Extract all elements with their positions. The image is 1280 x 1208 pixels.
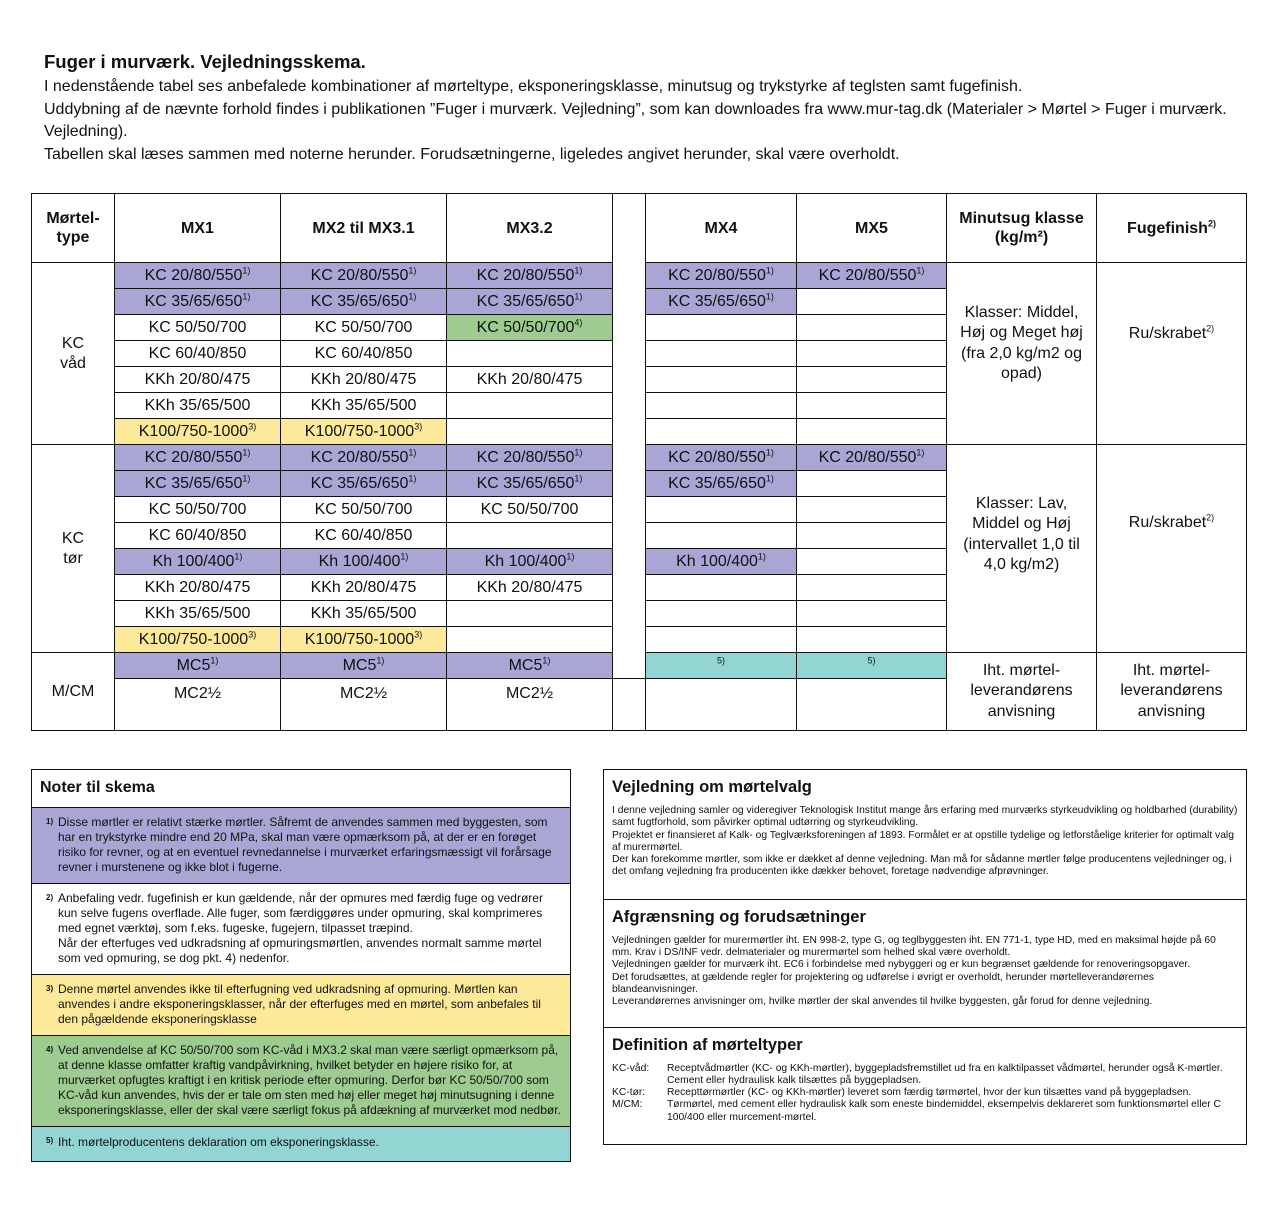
paragraph: Det forudsættes, at gældende regler for projektering og udførelse i øvrigt er overholdt, herunder mørtelleverandørernes blandeanvisninger. <box>612 971 1154 995</box>
definition-term: KC-våd: <box>612 1062 650 1074</box>
section-definition <box>604 1028 1246 1144</box>
table-cell <box>646 679 797 731</box>
group-label-mcm: M/CM <box>32 653 115 731</box>
table-cell: KC 60/40/850 <box>281 341 447 367</box>
table-cell: KKh 20/80/475 <box>447 367 613 393</box>
table-cell: MC2½ <box>115 679 281 731</box>
intro-line: Uddybning af de nævnte forhold findes i publikationen ”Fuger i murværk. Vejledning”, som kan downloades fra www.mur-tag.dk (Materialer > Mørtel > Fuger i murværk. Vejledning). <box>44 100 1227 140</box>
table-cell: KC 35/65/650$^{1)}$ <box>281 289 447 315</box>
table-cell: KC 20/80/550$^{1)}$ <box>115 263 281 289</box>
section-afgraensning <box>604 900 1246 1028</box>
gap-cell <box>613 497 646 523</box>
table-cell: K100/750-1000$^{3)}$ <box>281 419 447 445</box>
header-minutsug: Minutsug klasse (kg/m²) <box>947 194 1097 263</box>
table-cell: K100/750-1000$^{3)}$ <box>115 419 281 445</box>
table-cell <box>797 549 947 575</box>
table-cell: KKh 20/80/475 <box>115 575 281 601</box>
table-cell: KC 20/80/550$^{1)}$ <box>797 445 947 471</box>
table-cell: MC2½ <box>447 679 613 731</box>
page-title: Fuger i murværk. Vejledningsskema. <box>44 51 366 72</box>
group-label-kc-vad: KC våd <box>32 263 115 445</box>
table-cell: KKh 35/65/500 <box>115 393 281 419</box>
table-row <box>32 263 1247 289</box>
gap-cell <box>613 549 646 575</box>
gap-cell <box>613 575 646 601</box>
table-cell <box>797 601 947 627</box>
table-cell: KC 50/50/700 <box>115 497 281 523</box>
table-cell: MC2½ <box>281 679 447 731</box>
table-cell: KC 35/65/650$^{1)}$ <box>115 471 281 497</box>
section-title: Definition af mørteltyper <box>612 1035 803 1054</box>
table-cell <box>797 575 947 601</box>
table-cell <box>797 367 947 393</box>
gap-cell <box>613 393 646 419</box>
finish-mcm: Iht. mørtel-leverandørens anvisning <box>1097 653 1247 731</box>
table-cell <box>646 601 797 627</box>
gap-cell <box>613 679 646 731</box>
note-item: 5) Iht. mørtelproducentens deklaration om eksponeringsklasse. <box>32 1127 570 1161</box>
notes-box <box>31 769 571 1162</box>
table-cell: KC 20/80/550$^{1)}$ <box>115 445 281 471</box>
table-cell: Kh 100/400$^{1)}$ <box>281 549 447 575</box>
table-cell: KC 50/50/700$^{4)}$ <box>447 315 613 341</box>
table-cell: KC 35/65/650$^{1)}$ <box>646 289 797 315</box>
table-cell: KKh 35/65/500 <box>281 393 447 419</box>
notes-title: Noter til skema <box>32 770 570 808</box>
table-cell: KKh 35/65/500 <box>281 601 447 627</box>
table-cell: Kh 100/400$^{1)}$ <box>447 549 613 575</box>
table-row <box>32 653 1247 679</box>
definition-desc: Receptvådmørtler (KC- og KKh-mørtler), byggepladsfremstillet ud fra en kalktilpasset vådmørtel, herunder også K-mørtler. Cement eller hydraulisk kalk tilsættes på byggepladsen. <box>667 1062 1223 1086</box>
paragraph: Leverandørernes anvisninger om, hvilke mørtler der skal anvendes til hvilke byggesten, går forud for denne vejledning. <box>612 996 1153 1008</box>
section-title: Vejledning om mørtelvalg <box>612 778 812 796</box>
minutsug-kc-tor: Klasser: Lav, Middel og Høj (intervallet 1,0 til 4,0 kg/m2) <box>947 445 1097 653</box>
table-cell: KC 20/80/550$^{1)}$ <box>447 445 613 471</box>
table-cell <box>797 497 947 523</box>
table-cell <box>797 315 947 341</box>
definition-list <box>612 1063 1238 1124</box>
table-cell: KC 20/80/550$^{1)}$ <box>646 263 797 289</box>
gap-cell <box>613 523 646 549</box>
table-cell: KC 35/65/650$^{1)}$ <box>281 471 447 497</box>
table-cell <box>646 393 797 419</box>
table-cell: KC 20/80/550$^{1)}$ <box>797 263 947 289</box>
header-mx32: MX3.2 <box>447 194 613 263</box>
table-cell: Kh 100/400$^{1)}$ <box>115 549 281 575</box>
minutsug-mcm: Iht. mørtel-leverandørens anvisning <box>947 653 1097 731</box>
gap-cell <box>613 471 646 497</box>
finish-kc-vad: Ru/skrabet$^{2)}$ <box>1097 263 1247 445</box>
definition-desc: Tørmørtel, med cement eller hydraulisk kalk som eneste bindemiddel, eksempelvis deklareret som funktionsmørtel eller C 100/400 eller murcement-mørtel. <box>667 1099 1221 1123</box>
finish-kc-tor: Ru/skrabet$^{2)}$ <box>1097 445 1247 653</box>
table-cell <box>646 315 797 341</box>
section-vejledning <box>604 770 1246 900</box>
table-cell: KC 50/50/700 <box>281 497 447 523</box>
header-mx2: MX2 til MX3.1 <box>281 194 447 263</box>
paragraph: Projektet er finansieret af Kalk- og Teglværksforeningen af 1893. Formålet er at opstille tydelige og letforståelige kriterier for optimalt valg af murermørtel. <box>612 829 1234 853</box>
table-cell: KKh 20/80/475 <box>281 367 447 393</box>
table-cell <box>646 341 797 367</box>
intro-line: I nedenstående tabel ses anbefalede kombinationer af mørteltype, eksponeringsklasse, minutsug og trykstyrke af teglsten samt fugefinish. <box>44 78 1023 95</box>
table-cell: KC 50/50/700 <box>281 315 447 341</box>
header-fugefinish: Fugefinish$^{2)}$ <box>1097 194 1247 263</box>
group-label-kc-tor: KC tør <box>32 445 115 653</box>
table-cell: KC 35/65/650$^{1)}$ <box>447 289 613 315</box>
table-cell: KKh 20/80/475 <box>447 575 613 601</box>
table-cell: KC 50/50/700 <box>447 497 613 523</box>
table-cell <box>447 627 613 653</box>
definition-term: M/CM: <box>612 1099 643 1111</box>
paragraph: Der kan forekomme mørtler, som ikke er dækket af denne vejledning. Man må for sådanne mørtler følge producentens vejledninger og, i det omfang vejledning fra producenten ikke dækker behovet, foretage nødvendige afprøvninger. <box>612 854 1232 878</box>
table-cell <box>646 367 797 393</box>
note-item: 3) Denne mørtel anvendes ikke til efterfugning ved udkradsning af opmuring. Mørtlen kan anvendes i andre eksponeringsklasser, når der efterfuges med en mørtel, som anbefales til den pågældende eksponeringsklasse <box>32 975 570 1036</box>
table-cell: K100/750-1000$^{3)}$ <box>281 627 447 653</box>
table-cell: KC 60/40/850 <box>115 523 281 549</box>
table-cell <box>797 393 947 419</box>
note-item: 4) Ved anvendelse af KC 50/50/700 som KC-våd i MX3.2 skal man være særligt opmærksom på, at denne klasse omfatter kraftig vandpåvirkning, hvilket betyder en højere risiko for, at murværket opfugtes kraftigt i en kritisk periode efter opmuring. Derfor bør KC 50/50/700 som KC-våd kun anvendes, hvis der er tale om sten med høj eller meget høj minutsugning i denne eksponeringsklasse, eller der skal være særligt fokus på afdækning af murværket mod nedbør. <box>32 1036 570 1127</box>
table-cell <box>797 471 947 497</box>
gap-cell <box>613 194 646 263</box>
paragraph: Vejledningen gælder for murværk iht. EC6 i forbindelse med nybyggeri og er kun begrænset gældende for renoveringsopgaver. <box>612 959 1191 971</box>
table-cell: KC 20/80/550$^{1)}$ <box>281 263 447 289</box>
table-cell: MC5$^{1)}$ <box>447 653 613 679</box>
table-cell: KC 60/40/850 <box>115 341 281 367</box>
table-row <box>32 445 1247 471</box>
paragraph: Vejledningen gælder for murermørtler iht. EN 998-2, type G, og teglbyggesten iht. EN 771-1, type HD, med en maksimal højde på 60 mm. Krav i DS/INF vedr. delmaterialer og murermørtel som helhed skal være overholdt. <box>612 934 1216 959</box>
table-cell <box>646 497 797 523</box>
table-cell <box>646 523 797 549</box>
table-cell: 5) <box>646 653 797 679</box>
header-type: Mørtel-type <box>32 194 115 263</box>
definition-desc: Recepttørmørtler (KC- og KKh-mørtler) leveret som færdig tørmørtel, hvor der kun tilsættes vand på byggepladsen. <box>667 1087 1192 1099</box>
paragraph: I denne vejledning samler og videregiver Teknologisk Institut mange års erfaring med murværks styrkeudvikling og holdbarhed (durability) samt fugtforhold, som påvirker optimal udtørring og styrkeudvikling. <box>612 805 1238 829</box>
header-row <box>32 194 1247 263</box>
table-cell <box>797 341 947 367</box>
header-mx1: MX1 <box>115 194 281 263</box>
table-cell: Kh 100/400$^{1)}$ <box>646 549 797 575</box>
table-cell: KKh 35/65/500 <box>115 601 281 627</box>
intro <box>44 50 1244 166</box>
table-cell <box>646 627 797 653</box>
gap-cell <box>613 627 646 653</box>
table-cell <box>447 341 613 367</box>
note-item: 2) Anbefaling vedr. fugefinish er kun gældende, når der opmures med færdig fuge og vedrører kun selve fugens overflade. Alle fuger, som færdiggøres under opmuring, skal komprimeres med egnet værktøj, som f.eks. fugeske, fugejern, tilpasset træpind. Når der efterfuges ved udkradsning af opmuringsmørtlen, anvendes normalt samme mørtel som ved opmuring, se dog pkt. 4) nedenfor. <box>32 884 570 975</box>
gap-cell <box>613 601 646 627</box>
gap-cell <box>613 419 646 445</box>
section-title: Afgrænsning og forudsætninger <box>612 907 866 926</box>
table-cell <box>447 419 613 445</box>
table-cell: KC 20/80/550$^{1)}$ <box>646 445 797 471</box>
info-box <box>603 769 1247 1145</box>
gap-cell <box>613 315 646 341</box>
table-cell: KKh 20/80/475 <box>281 575 447 601</box>
table-cell: KC 50/50/700 <box>115 315 281 341</box>
table-cell: KC 20/80/550$^{1)}$ <box>447 263 613 289</box>
intro-line: Tabellen skal læses sammen med noterne herunder. Forudsætningerne, ligeledes angivet herunder, skal være overholdt. <box>44 145 900 163</box>
gap-cell <box>613 367 646 393</box>
table-cell: KKh 20/80/475 <box>115 367 281 393</box>
table-cell: KC 35/65/650$^{1)}$ <box>447 471 613 497</box>
gap-cell <box>613 341 646 367</box>
table-cell: KC 35/65/650$^{1)}$ <box>115 289 281 315</box>
table-cell <box>797 289 947 315</box>
table-cell: KC 35/65/650$^{1)}$ <box>646 471 797 497</box>
table-cell: MC5$^{1)}$ <box>115 653 281 679</box>
table-cell: MC5$^{1)}$ <box>281 653 447 679</box>
gap-cell <box>613 289 646 315</box>
header-mx5: MX5 <box>797 194 947 263</box>
definition-term: KC-tør: <box>612 1087 646 1099</box>
table-cell <box>797 419 947 445</box>
table-cell <box>646 575 797 601</box>
guidance-table <box>31 193 1247 731</box>
table-cell <box>646 419 797 445</box>
gap-cell <box>613 653 646 679</box>
table-cell <box>447 601 613 627</box>
table-cell <box>447 523 613 549</box>
gap-cell <box>613 445 646 471</box>
table-cell <box>447 393 613 419</box>
minutsug-kc-vad: Klasser: Middel, Høj og Meget høj (fra 2,0 kg/m2 og opad) <box>947 263 1097 445</box>
table-cell: KC 60/40/850 <box>281 523 447 549</box>
table-cell <box>797 679 947 731</box>
table-cell: K100/750-1000$^{3)}$ <box>115 627 281 653</box>
table-cell <box>797 627 947 653</box>
table-cell: 5) <box>797 653 947 679</box>
gap-cell <box>613 263 646 289</box>
table-cell: KC 20/80/550$^{1)}$ <box>281 445 447 471</box>
note-item: 1) Disse mørtler er relativt stærke mørtler. Såfremt de anvendes sammen med byggesten, som har en trykstyrke mindre end 20 MPa, skal man være opmærksom på, at der er en forøget risiko for revner, og at en eventuel revnedannelse i murværket erfaringsmæssigt vil forårsage revner i murstenene og ikke blot i fugerne. <box>32 808 570 884</box>
header-mx4: MX4 <box>646 194 797 263</box>
table-cell <box>797 523 947 549</box>
